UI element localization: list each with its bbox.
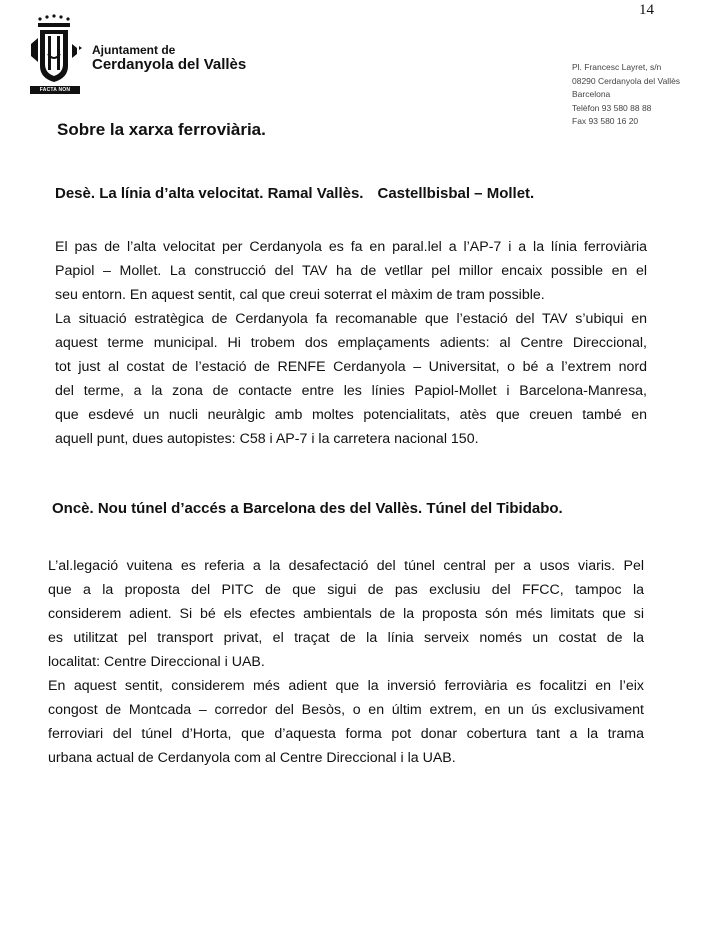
text-line: El pas de l’alta velocitat per Cerdanyola es fa en paral.lel a l’AP-7 i a la línia ferroviària xyxy=(55,239,647,255)
org-name-line2: Cerdanyola del Vallès xyxy=(92,56,247,73)
address-block xyxy=(572,61,680,129)
text-line: seu entorn. En aquest sentit, cal que creui soterrat el màxim de tram possible. xyxy=(55,287,545,303)
section-heading-right: Castellbisbal – Mollet. xyxy=(377,185,535,202)
org-name-line1: Ajuntament de xyxy=(92,43,176,57)
address-line: Pl. Francesc Layret, s/n xyxy=(572,62,662,72)
logo-motto: FACTA NON VERBA xyxy=(30,86,80,94)
section-body-once xyxy=(48,554,644,770)
address-line: Barcelona xyxy=(572,89,611,99)
text-line: Papiol – Mollet. La construcció del TAV ha de vetllar pel millor encaix possible en el xyxy=(55,263,647,279)
text-line: L’al.legació vuitena es referia a la desafectació del túnel central per a usos viaris. Pel xyxy=(48,558,644,574)
fax-line: Fax 93 580 16 20 xyxy=(572,116,639,126)
text-line: aquell punt, dues autopistes: C58 i AP-7 i la carretera nacional 150. xyxy=(55,431,479,447)
section-heading-left: Desè. La línia d’alta velocitat. Ramal Vallès. xyxy=(55,185,364,202)
text-line: es utilitzat pel transport privat, el traçat de la línia serveix només un costat de la xyxy=(48,630,644,646)
text-line: congost de Montcada – corredor del Besòs, o en últim extrem, en un ús exclusivament xyxy=(48,702,644,718)
text-line: que a la proposta del PITC de que sigui de pas exclusiu del FFCC, tampoc la xyxy=(48,582,644,598)
section-body-dese xyxy=(55,235,647,451)
phone-line: Telèfon 93 580 88 88 xyxy=(572,102,652,113)
text-line: En aquest sentit, considerem més adient que la inversió ferroviària es focalitzi en l’eix xyxy=(48,678,644,694)
text-line: tot just al costat de l’estació de RENFE Cerdanyola – Universitat, o bé a l’extrem nord xyxy=(55,359,647,375)
text-line: del terme, a la zona de contacte entre les línies Papiol-Mollet i Barcelona-Manresa, xyxy=(55,383,647,399)
text-line: ferroviari del túnel d’Horta, que d’aquesta forma pot donar cobertura tant a la trama xyxy=(48,726,644,742)
page-number: 14 xyxy=(639,2,654,18)
text-line: localitat: Centre Direccional i UAB. xyxy=(48,654,265,670)
section-heading-once: Oncè. Nou túnel d’accés a Barcelona des del Vallès. Túnel del Tibidabo. xyxy=(52,500,563,517)
text-line: considerem adient. Si bé els efectes ambientals de la proposta són més limitats que si xyxy=(48,606,644,622)
text-line: urbana actual de Cerdanyola com al Centre Direccional i la UAB. xyxy=(48,750,456,766)
address-line: 08290 Cerdanyola del Vallès xyxy=(572,75,681,86)
text-line: que esdevé un nucli neuràlgic amb moltes potencialitats, atès que creuen també en xyxy=(55,407,647,423)
document-title: Sobre la xarxa ferroviària. xyxy=(57,120,266,139)
section-heading-dese xyxy=(55,185,534,202)
text-line: La situació estratègica de Cerdanyola fa recomanable que l’estació del TAV s’ubiqui en xyxy=(55,311,647,327)
text-line: aquest terme municipal. Hi trobem dos emplaçaments adients: al Centre Direccional, xyxy=(55,335,647,351)
